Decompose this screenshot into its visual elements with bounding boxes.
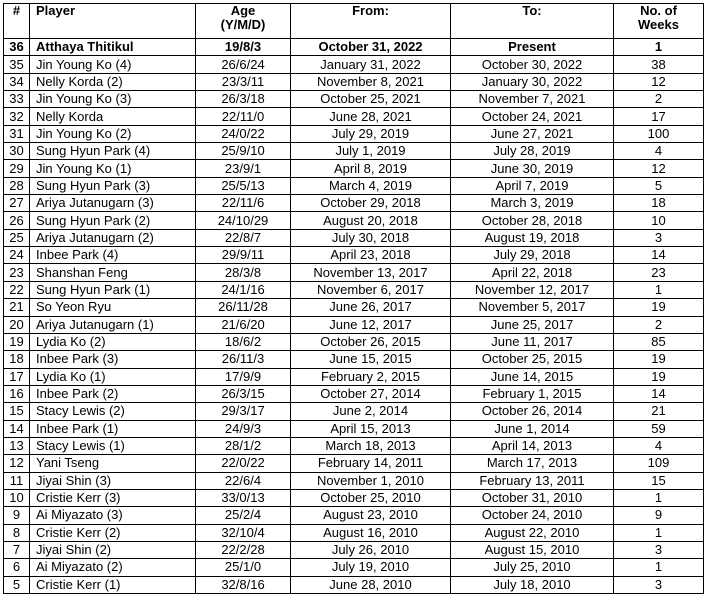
cell-player: Inbee Park (1) <box>30 420 196 437</box>
cell-from: June 26, 2017 <box>291 299 451 316</box>
cell-to: April 7, 2019 <box>451 177 614 194</box>
cell-number: 26 <box>4 212 30 229</box>
cell-to: October 26, 2014 <box>451 403 614 420</box>
cell-weeks: 4 <box>614 437 704 454</box>
table-row <box>4 39 704 56</box>
cell-player: Jin Young Ko (4) <box>30 56 196 73</box>
cell-to: July 25, 2010 <box>451 559 614 576</box>
cell-to: August 15, 2010 <box>451 541 614 558</box>
cell-from: April 23, 2018 <box>291 247 451 264</box>
cell-weeks: 5 <box>614 177 704 194</box>
cell-to: June 1, 2014 <box>451 420 614 437</box>
cell-age: 24/9/3 <box>196 420 291 437</box>
cell-to: Present <box>451 39 614 56</box>
table-row <box>4 177 704 194</box>
table-row <box>4 160 704 177</box>
cell-player: Yani Tseng <box>30 455 196 472</box>
cell-number: 25 <box>4 229 30 246</box>
cell-weeks: 18 <box>614 195 704 212</box>
cell-number: 10 <box>4 489 30 506</box>
cell-weeks: 23 <box>614 264 704 281</box>
cell-number: 23 <box>4 264 30 281</box>
cell-age: 24/1/16 <box>196 281 291 298</box>
cell-to: November 12, 2017 <box>451 281 614 298</box>
cell-player: Sung Hyun Park (1) <box>30 281 196 298</box>
cell-from: April 15, 2013 <box>291 420 451 437</box>
cell-player: Jin Young Ko (3) <box>30 91 196 108</box>
cell-to: October 31, 2010 <box>451 489 614 506</box>
cell-age: 19/8/3 <box>196 39 291 56</box>
table-body <box>4 39 704 594</box>
cell-from: April 8, 2019 <box>291 160 451 177</box>
cell-number: 32 <box>4 108 30 125</box>
cell-player: Atthaya Thitikul <box>30 39 196 56</box>
cell-from: October 29, 2018 <box>291 195 451 212</box>
cell-age: 22/11/6 <box>196 195 291 212</box>
cell-age: 22/0/22 <box>196 455 291 472</box>
cell-number: 11 <box>4 472 30 489</box>
table-row <box>4 125 704 142</box>
cell-player: Shanshan Feng <box>30 264 196 281</box>
cell-age: 22/11/0 <box>196 108 291 125</box>
cell-to: October 28, 2018 <box>451 212 614 229</box>
cell-to: October 30, 2022 <box>451 56 614 73</box>
header-age-format: (Y/M/D) <box>220 17 266 32</box>
cell-age: 23/3/11 <box>196 73 291 90</box>
cell-age: 26/3/18 <box>196 91 291 108</box>
cell-age: 26/3/15 <box>196 385 291 402</box>
cell-from: October 25, 2010 <box>291 489 451 506</box>
cell-number: 34 <box>4 73 30 90</box>
table-row <box>4 299 704 316</box>
cell-weeks: 2 <box>614 316 704 333</box>
table-row <box>4 524 704 541</box>
cell-weeks: 1 <box>614 559 704 576</box>
cell-from: July 19, 2010 <box>291 559 451 576</box>
cell-from: June 2, 2014 <box>291 403 451 420</box>
cell-from: October 26, 2015 <box>291 333 451 350</box>
cell-from: November 8, 2021 <box>291 73 451 90</box>
cell-player: Lydia Ko (1) <box>30 368 196 385</box>
cell-player: Cristie Kerr (1) <box>30 576 196 593</box>
cell-number: 9 <box>4 507 30 524</box>
cell-age: 26/6/24 <box>196 56 291 73</box>
table-row <box>4 333 704 350</box>
table-row <box>4 576 704 593</box>
header-to: To: <box>451 4 614 39</box>
cell-age: 23/9/1 <box>196 160 291 177</box>
cell-number: 36 <box>4 39 30 56</box>
cell-weeks: 1 <box>614 281 704 298</box>
cell-number: 12 <box>4 455 30 472</box>
cell-number: 13 <box>4 437 30 454</box>
rankings-table-wrapper <box>3 3 704 594</box>
header-age-label: Age <box>230 3 256 18</box>
cell-from: March 18, 2013 <box>291 437 451 454</box>
cell-age: 24/0/22 <box>196 125 291 142</box>
cell-to: March 3, 2019 <box>451 195 614 212</box>
cell-to: April 14, 2013 <box>451 437 614 454</box>
cell-from: June 15, 2015 <box>291 351 451 368</box>
cell-age: 25/2/4 <box>196 507 291 524</box>
cell-player: Inbee Park (4) <box>30 247 196 264</box>
table-row <box>4 264 704 281</box>
cell-age: 18/6/2 <box>196 333 291 350</box>
table-row <box>4 143 704 160</box>
cell-number: 19 <box>4 333 30 350</box>
cell-weeks: 38 <box>614 56 704 73</box>
table-row <box>4 351 704 368</box>
table-row <box>4 489 704 506</box>
cell-to: April 22, 2018 <box>451 264 614 281</box>
cell-number: 33 <box>4 91 30 108</box>
cell-to: June 30, 2019 <box>451 160 614 177</box>
cell-weeks: 109 <box>614 455 704 472</box>
cell-age: 21/6/20 <box>196 316 291 333</box>
cell-from: June 12, 2017 <box>291 316 451 333</box>
cell-age: 26/11/3 <box>196 351 291 368</box>
cell-number: 21 <box>4 299 30 316</box>
header-from: From: <box>291 4 451 39</box>
cell-age: 28/3/8 <box>196 264 291 281</box>
cell-player: Lydia Ko (2) <box>30 333 196 350</box>
cell-from: November 13, 2017 <box>291 264 451 281</box>
cell-weeks: 17 <box>614 108 704 125</box>
header-age <box>196 4 291 39</box>
cell-number: 18 <box>4 351 30 368</box>
cell-to: October 24, 2010 <box>451 507 614 524</box>
cell-weeks: 3 <box>614 541 704 558</box>
cell-from: November 6, 2017 <box>291 281 451 298</box>
cell-weeks: 21 <box>614 403 704 420</box>
cell-from: August 20, 2018 <box>291 212 451 229</box>
cell-to: July 18, 2010 <box>451 576 614 593</box>
cell-age: 29/3/17 <box>196 403 291 420</box>
cell-age: 22/8/7 <box>196 229 291 246</box>
table-row <box>4 507 704 524</box>
cell-from: July 29, 2019 <box>291 125 451 142</box>
cell-number: 8 <box>4 524 30 541</box>
header-row <box>4 4 704 39</box>
table-row <box>4 73 704 90</box>
cell-weeks: 12 <box>614 160 704 177</box>
cell-number: 17 <box>4 368 30 385</box>
header-weeks <box>614 4 704 39</box>
cell-weeks: 19 <box>614 351 704 368</box>
cell-player: Nelly Korda (2) <box>30 73 196 90</box>
cell-age: 22/2/28 <box>196 541 291 558</box>
cell-age: 22/6/4 <box>196 472 291 489</box>
cell-to: October 24, 2021 <box>451 108 614 125</box>
cell-number: 27 <box>4 195 30 212</box>
cell-player: Sung Hyun Park (4) <box>30 143 196 160</box>
cell-from: July 1, 2019 <box>291 143 451 160</box>
cell-age: 33/0/13 <box>196 489 291 506</box>
cell-player: Jin Young Ko (1) <box>30 160 196 177</box>
cell-weeks: 14 <box>614 247 704 264</box>
table-row <box>4 212 704 229</box>
cell-to: July 29, 2018 <box>451 247 614 264</box>
cell-player: Nelly Korda <box>30 108 196 125</box>
cell-to: June 27, 2021 <box>451 125 614 142</box>
header-weeks-label: No. of <box>640 3 677 18</box>
cell-number: 30 <box>4 143 30 160</box>
cell-player: Jiyai Shin (2) <box>30 541 196 558</box>
cell-player: Jiyai Shin (3) <box>30 472 196 489</box>
cell-to: August 19, 2018 <box>451 229 614 246</box>
cell-weeks: 59 <box>614 420 704 437</box>
cell-from: October 31, 2022 <box>291 39 451 56</box>
cell-number: 29 <box>4 160 30 177</box>
cell-weeks: 14 <box>614 385 704 402</box>
cell-number: 20 <box>4 316 30 333</box>
cell-player: Jin Young Ko (2) <box>30 125 196 142</box>
cell-number: 35 <box>4 56 30 73</box>
cell-weeks: 4 <box>614 143 704 160</box>
table-row <box>4 472 704 489</box>
cell-weeks: 9 <box>614 507 704 524</box>
cell-weeks: 1 <box>614 524 704 541</box>
cell-to: October 25, 2015 <box>451 351 614 368</box>
cell-from: November 1, 2010 <box>291 472 451 489</box>
cell-to: January 30, 2022 <box>451 73 614 90</box>
table-row <box>4 229 704 246</box>
cell-number: 7 <box>4 541 30 558</box>
cell-number: 28 <box>4 177 30 194</box>
cell-age: 25/5/13 <box>196 177 291 194</box>
cell-weeks: 1 <box>614 489 704 506</box>
cell-from: March 4, 2019 <box>291 177 451 194</box>
cell-number: 6 <box>4 559 30 576</box>
table-row <box>4 420 704 437</box>
cell-from: February 2, 2015 <box>291 368 451 385</box>
cell-age: 24/10/29 <box>196 212 291 229</box>
cell-weeks: 85 <box>614 333 704 350</box>
cell-player: Cristie Kerr (2) <box>30 524 196 541</box>
cell-player: Ariya Jutanugarn (2) <box>30 229 196 246</box>
cell-weeks: 2 <box>614 91 704 108</box>
cell-from: October 25, 2021 <box>291 91 451 108</box>
table-row <box>4 316 704 333</box>
cell-player: Inbee Park (2) <box>30 385 196 402</box>
cell-player: Ai Miyazato (2) <box>30 559 196 576</box>
table-row <box>4 247 704 264</box>
cell-age: 25/1/0 <box>196 559 291 576</box>
table-row <box>4 91 704 108</box>
cell-age: 17/9/9 <box>196 368 291 385</box>
cell-weeks: 100 <box>614 125 704 142</box>
table-row <box>4 195 704 212</box>
cell-number: 15 <box>4 403 30 420</box>
cell-from: October 27, 2014 <box>291 385 451 402</box>
cell-to: February 1, 2015 <box>451 385 614 402</box>
cell-weeks: 15 <box>614 472 704 489</box>
cell-player: Sung Hyun Park (3) <box>30 177 196 194</box>
cell-number: 24 <box>4 247 30 264</box>
cell-from: February 14, 2011 <box>291 455 451 472</box>
cell-age: 28/1/2 <box>196 437 291 454</box>
cell-age: 32/8/16 <box>196 576 291 593</box>
cell-to: June 25, 2017 <box>451 316 614 333</box>
cell-weeks: 12 <box>614 73 704 90</box>
cell-to: June 11, 2017 <box>451 333 614 350</box>
header-weeks-unit: Weeks <box>638 17 679 32</box>
cell-player: Cristie Kerr (3) <box>30 489 196 506</box>
cell-player: Ariya Jutanugarn (3) <box>30 195 196 212</box>
cell-number: 22 <box>4 281 30 298</box>
cell-from: June 28, 2010 <box>291 576 451 593</box>
table-row <box>4 437 704 454</box>
cell-to: July 28, 2019 <box>451 143 614 160</box>
cell-age: 29/9/11 <box>196 247 291 264</box>
table-row <box>4 455 704 472</box>
cell-player: Ariya Jutanugarn (1) <box>30 316 196 333</box>
cell-to: November 5, 2017 <box>451 299 614 316</box>
cell-player: Inbee Park (3) <box>30 351 196 368</box>
cell-player: Sung Hyun Park (2) <box>30 212 196 229</box>
cell-from: July 26, 2010 <box>291 541 451 558</box>
cell-player: Stacy Lewis (1) <box>30 437 196 454</box>
header-player: Player <box>30 4 196 39</box>
cell-to: February 13, 2011 <box>451 472 614 489</box>
world-rankings-table <box>3 3 704 594</box>
table-row <box>4 541 704 558</box>
cell-from: August 16, 2010 <box>291 524 451 541</box>
cell-weeks: 19 <box>614 368 704 385</box>
table-row <box>4 559 704 576</box>
cell-weeks: 3 <box>614 576 704 593</box>
cell-player: So Yeon Ryu <box>30 299 196 316</box>
cell-number: 14 <box>4 420 30 437</box>
cell-age: 25/9/10 <box>196 143 291 160</box>
table-header <box>4 4 704 39</box>
cell-from: January 31, 2022 <box>291 56 451 73</box>
cell-from: June 28, 2021 <box>291 108 451 125</box>
cell-weeks: 19 <box>614 299 704 316</box>
cell-from: July 30, 2018 <box>291 229 451 246</box>
cell-weeks: 3 <box>614 229 704 246</box>
cell-player: Stacy Lewis (2) <box>30 403 196 420</box>
cell-player: Ai Miyazato (3) <box>30 507 196 524</box>
table-row <box>4 281 704 298</box>
cell-weeks: 1 <box>614 39 704 56</box>
cell-to: November 7, 2021 <box>451 91 614 108</box>
table-row <box>4 385 704 402</box>
cell-from: August 23, 2010 <box>291 507 451 524</box>
cell-number: 16 <box>4 385 30 402</box>
cell-to: March 17, 2013 <box>451 455 614 472</box>
table-row <box>4 368 704 385</box>
cell-number: 31 <box>4 125 30 142</box>
table-row <box>4 403 704 420</box>
table-row <box>4 56 704 73</box>
header-number: # <box>4 4 30 39</box>
cell-to: June 14, 2015 <box>451 368 614 385</box>
table-row <box>4 108 704 125</box>
cell-age: 26/11/28 <box>196 299 291 316</box>
cell-weeks: 10 <box>614 212 704 229</box>
cell-age: 32/10/4 <box>196 524 291 541</box>
cell-number: 5 <box>4 576 30 593</box>
cell-to: August 22, 2010 <box>451 524 614 541</box>
